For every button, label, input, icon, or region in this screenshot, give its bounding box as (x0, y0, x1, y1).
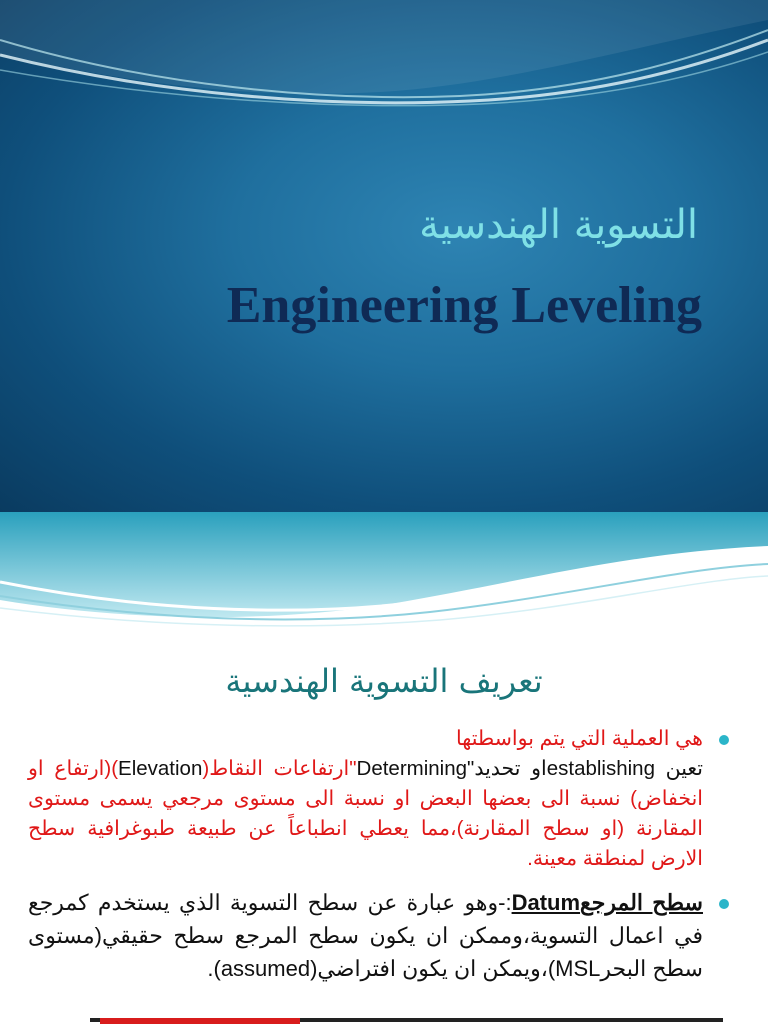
decorative-top-waves (0, 0, 768, 110)
datum-text: :-وهو عبارة عن سطح التسوية الذي يستخدم كمرجع في اعمال التسوية،وممكن ان يكون سطح المرجع سطح حقيقي(مستوى سطح البحرMSL)،ويمكن ان يكون افتراضي(assumed). (28, 890, 703, 981)
term-establishing: establishing (546, 757, 655, 780)
term-elevation: Elevation (118, 757, 203, 780)
term-determining: Determining (356, 757, 468, 780)
slide-body (28, 724, 733, 985)
definition-text-5: )(ارتفاع او انخفاض) نسبة الى بعضها البعض او نسبة الى مستوى مرجعي يسمى مستوى المقارنة (او سطح المقارنة)،مما يعطي انطباعاً عن طبيعة طبوغرافية سطح الارض لمنطقة معينة. (28, 757, 703, 870)
definition-text-1: هي العملية التي يتم بواسطتها (456, 727, 703, 750)
definition-text-3: او تحديد" (467, 757, 547, 780)
bullet-definition (28, 724, 733, 874)
slide-title-english: Engineering Leveling (226, 277, 702, 334)
clipped-red-text (100, 1018, 300, 1024)
datum-term-english: Datum (511, 890, 581, 915)
datum-term-arabic: سطح المرجع (580, 890, 703, 915)
bullet-dot-icon (719, 735, 729, 745)
definition-text-2: تعين (654, 757, 703, 780)
bullet-datum (28, 886, 733, 985)
definition-text-4: "ارتفاعات النقاط( (202, 757, 357, 780)
decorative-header-waves (0, 512, 768, 632)
slide-title-arabic: التسوية الهندسية (419, 202, 698, 248)
bullet-dot-icon (719, 899, 729, 909)
section-heading: تعريف التسوية الهندسية (225, 662, 543, 700)
content-slide (0, 512, 768, 1024)
